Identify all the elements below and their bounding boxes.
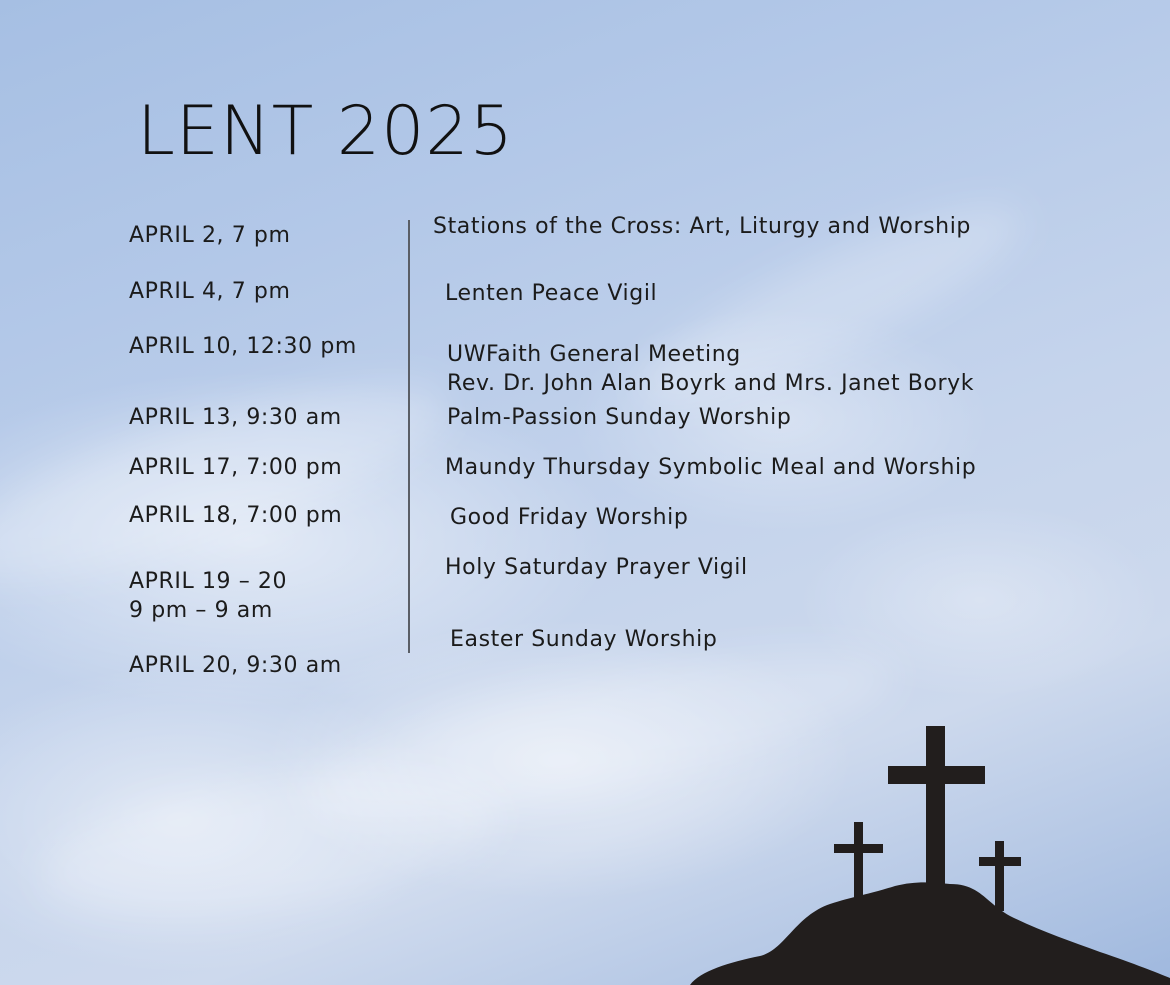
- left-cross-beam: [834, 844, 883, 853]
- hill-silhouette: [690, 882, 1170, 985]
- event-title: Good Friday Worship: [450, 505, 689, 530]
- center-cross-beam: [888, 766, 985, 784]
- event-date: APRIL 18, 7:00 pm: [129, 503, 343, 528]
- event-title: Lenten Peace Vigil: [445, 281, 658, 306]
- event-title: Easter Sunday Worship: [450, 627, 718, 652]
- three-crosses-icon: [690, 726, 1170, 985]
- event-date: APRIL 19 – 20: [129, 569, 288, 594]
- event-title: UWFaith General Meeting: [447, 342, 741, 367]
- right-cross-post: [995, 841, 1004, 911]
- event-date: APRIL 17, 7:00 pm: [129, 455, 343, 480]
- event-title: Holy Saturday Prayer Vigil: [445, 555, 748, 580]
- column-divider: [408, 220, 410, 653]
- event-time-range: 9 pm – 9 am: [129, 598, 273, 623]
- event-date: APRIL 10, 12:30 pm: [129, 334, 357, 359]
- center-cross-post: [926, 726, 945, 891]
- event-title: Maundy Thursday Symbolic Meal and Worship: [445, 455, 977, 480]
- event-title: Palm-Passion Sunday Worship: [447, 405, 792, 430]
- event-date: APRIL 13, 9:30 am: [129, 405, 342, 430]
- event-title: Stations of the Cross: Art, Liturgy and Worship: [433, 214, 971, 239]
- cloud-wisp: [33, 749, 507, 942]
- left-cross-post: [854, 822, 863, 908]
- right-cross-beam: [979, 857, 1021, 866]
- event-date: APRIL 4, 7 pm: [129, 279, 291, 304]
- event-date: APRIL 2, 7 pm: [129, 223, 291, 248]
- event-subtitle: Rev. Dr. John Alan Boyrk and Mrs. Janet Boryk: [447, 371, 975, 396]
- page-title: LENT 2025: [137, 92, 514, 171]
- event-date: APRIL 20, 9:30 am: [129, 653, 342, 678]
